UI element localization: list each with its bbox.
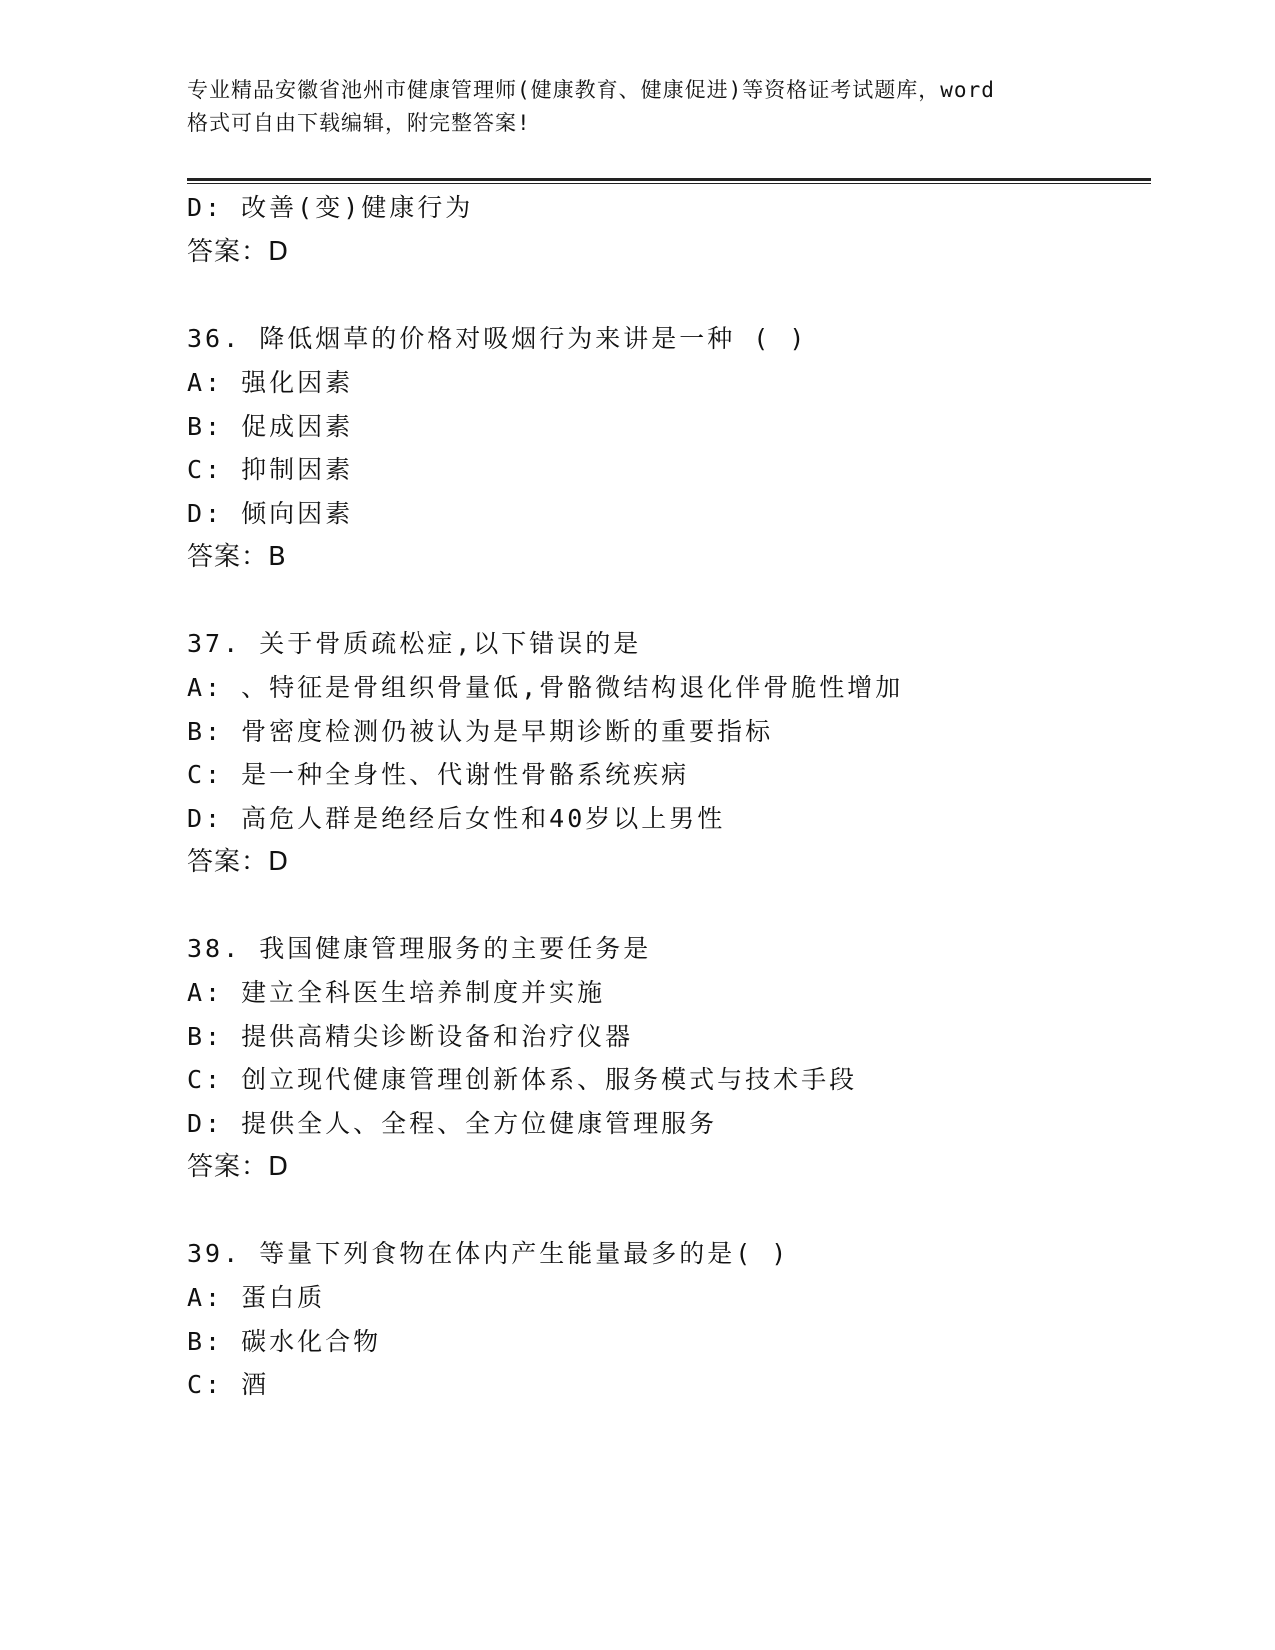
header-line-2: 格式可自由下载编辑，附完整答案! xyxy=(187,111,531,135)
question-37-answer: 答案：D xyxy=(187,847,290,877)
question-38-stem: 38. 我国健康管理服务的主要任务是 xyxy=(187,934,652,963)
question-38-answer: 答案：D xyxy=(187,1152,290,1182)
question-36-option-c: C: 抑制因素 xyxy=(187,455,354,484)
question-39-option-b: B: 碳水化合物 xyxy=(187,1327,382,1356)
question-37-stem: 37. 关于骨质疏松症,以下错误的是 xyxy=(187,629,642,658)
question-38-option-d: D: 提供全人、全程、全方位健康管理服务 xyxy=(187,1109,718,1138)
page-header xyxy=(187,74,1087,140)
question-36-answer: 答案：B xyxy=(187,542,287,572)
carryover-option-d: D: 改善(变)健康行为 xyxy=(187,193,474,222)
header-line-1: 专业精品安徽省池州市健康管理师(健康教育、健康促进)等资格证考试题库，word xyxy=(187,78,995,102)
question-37-option-b: B: 骨密度检测仍被认为是早期诊断的重要指标 xyxy=(187,717,774,746)
carryover-answer: 答案：D xyxy=(187,237,290,267)
question-36-option-a: A: 强化因素 xyxy=(187,368,354,397)
question-38-option-b: B: 提供高精尖诊断设备和治疗仪器 xyxy=(187,1022,634,1051)
question-36-stem: 36. 降低烟草的价格对吸烟行为来讲是一种 ( ) xyxy=(187,324,808,353)
question-38-option-a: A: 建立全科医生培养制度并实施 xyxy=(187,978,606,1007)
question-37-option-d: D: 高危人群是绝经后女性和40岁以上男性 xyxy=(187,804,726,833)
question-39-stem: 39. 等量下列食物在体内产生能量最多的是( ) xyxy=(187,1239,790,1268)
header-rule-thick xyxy=(187,178,1151,181)
question-39-option-c: C: 酒 xyxy=(187,1370,270,1399)
question-36-option-b: B: 促成因素 xyxy=(187,412,354,441)
question-38-option-c: C: 创立现代健康管理创新体系、服务模式与技术手段 xyxy=(187,1065,858,1094)
question-37-option-c: C: 是一种全身性、代谢性骨骼系统疾病 xyxy=(187,760,690,789)
header-rule-thin xyxy=(187,183,1151,184)
question-36-option-d: D: 倾向因素 xyxy=(187,499,354,528)
question-39-option-a: A: 蛋白质 xyxy=(187,1283,326,1312)
question-37-option-a: A: 、特征是骨组织骨量低,骨骼微结构退化伴骨脆性增加 xyxy=(187,673,904,702)
